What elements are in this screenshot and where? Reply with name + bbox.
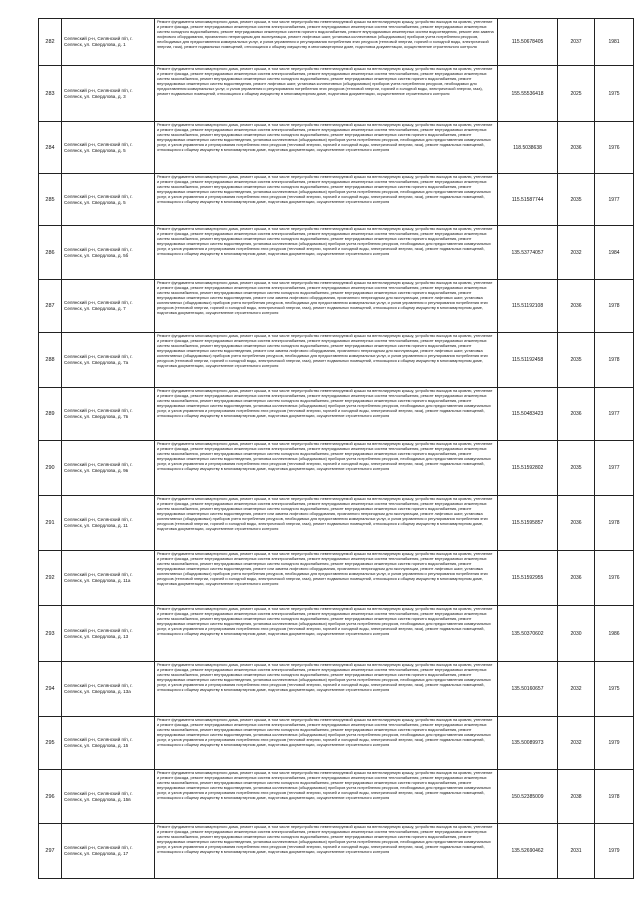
row-year-to: 1976 xyxy=(595,122,634,174)
table-row xyxy=(39,122,634,174)
row-year-to: 1978 xyxy=(595,280,634,333)
row-year-from: 2037 xyxy=(558,19,595,66)
table-row xyxy=(39,770,634,824)
row-year-to: 1975 xyxy=(595,66,634,122)
table-row xyxy=(39,717,634,770)
table-row xyxy=(39,606,634,662)
table-row xyxy=(39,19,634,66)
row-year-to: 1976 xyxy=(595,551,634,606)
capital-repair-table xyxy=(38,18,634,879)
row-year-from: 2038 xyxy=(558,770,595,824)
row-description: Ремонт фундамента многоквартирного дома, ремонт крыши, в том числе переустройство невентилируемой крыши на вентилируемую крышу, устройство выходов на кровлю, утепление и ремонт фасада, ремонт внутридомовых инженерных систем электроснабжения, ремонт внутридомовых инженерных систем теплоснабжения, ремонт внутридомовых инженерных систем газоснабжения, ремонт внутридомовых инженерных систем холодного водоснабжения, ремонт внутридомовых инженерных систем горячего водоснабжения, ремонт внутридомовых инженерных систем водоотведения, установка коллективных (общедомовых) приборов учета потребления ресурсов, необходимых для предоставления коммунальных услуг, и узлов управления и регулирования потребления этих ресурсов (тепловой энергии, горячей и холодной воды, электрической энергии, газа), ремонт подвальных помещений, относящихся к общему имуществу в многоквартирном доме, подготовка документации, осуществление строительного контроля xyxy=(155,174,498,226)
table-row xyxy=(39,551,634,606)
row-description: Ремонт фундамента многоквартирного дома, ремонт крыши, в том числе переустройство невентилируемой крыши на вентилируемую крышу, устройство выходов на кровлю, утепление и ремонт фасада, ремонт внутридомовых инженерных систем электроснабжения, ремонт внутридомовых инженерных систем теплоснабжения, ремонт внутридомовых инженерных систем газоснабжения, ремонт внутридомовых инженерных систем холодного водоснабжения, ремонт внутридомовых инженерных систем горячего водоснабжения, ремонт внутридомовых инженерных систем водоотведения, установка коллективных (общедомовых) приборов учета потребления ресурсов, необходимых для предоставления коммунальных услуг, и узлов управления и регулирования потребления этих ресурсов (тепловой энергии, горячей и холодной воды, электрической энергии, газа), ремонт подвальных помещений, относящихся к общему имуществу в многоквартирном доме, подготовка документации, осуществление строительного контроля xyxy=(155,226,498,280)
row-cost: 115.51592955 xyxy=(498,551,558,606)
row-address: Селянский р-н, Селянский п/п, г. Селянск, ул. Свердлова, д. 13а xyxy=(62,662,155,717)
row-number: 293 xyxy=(39,606,62,662)
row-year-to: 1986 xyxy=(595,606,634,662)
row-description: Ремонт фундамента многоквартирного дома, ремонт крыши, в том числе переустройство невентилируемой крыши на вентилируемую крышу, устройство выходов на кровлю, утепление и ремонт фасада, ремонт внутридомовых инженерных систем электроснабжения, ремонт внутридомовых инженерных систем теплоснабжения, ремонт внутридомовых инженерных систем газоснабжения, ремонт внутридомовых инженерных систем холодного водоснабжения, ремонт внутридомовых инженерных систем горячего водоснабжения, ремонт внутридомовых инженерных систем водоотведения, ремонт или замена лифтового оборудования, признанного непригодным для эксплуатации, ремонт лифтовых шахт, установка коллективных (общедомовых) приборов учета потребления ресурсов, необходимых для предоставления коммунальных услуг, и узлов управления и регулирования потребления этих ресурсов (тепловой энергии, горячей и холодной воды, электрической энергии, газа), ремонт подвальных помещений, относящихся к общему имуществу в многоквартирном доме, подготовка документации, осуществление строительного контроля xyxy=(155,333,498,388)
row-year-to: 1984 xyxy=(595,226,634,280)
row-number: 287 xyxy=(39,280,62,333)
row-address: Селянский р-н, Селянский п/п, г. Селянск, ул. Свердлова, д. 9в xyxy=(62,441,155,496)
table-row xyxy=(39,66,634,122)
row-address: Селянский р-н, Селянский п/п, г. Селянск, ул. Свердлова, д. 15 xyxy=(62,717,155,770)
row-address: Селянский р-н, Селянский п/п, г. Селянск, ул. Свердлова, д. 11а xyxy=(62,551,155,606)
row-cost: 115.50483423 xyxy=(498,388,558,441)
row-description: Ремонт фундамента многоквартирного дома, ремонт крыши, в том числе переустройство невентилируемой крыши на вентилируемую крышу, устройство выходов на кровлю, утепление и ремонт фасада, ремонт внутридомовых инженерных систем электроснабжения, ремонт внутридомовых инженерных систем теплоснабжения, ремонт внутридомовых инженерных систем газоснабжения, ремонт внутридомовых инженерных систем холодного водоснабжения, ремонт внутридомовых инженерных систем горячего водоснабжения, ремонт внутридомовых инженерных систем водоотведения, установка коллективных (общедомовых) приборов учета потребления ресурсов, необходимых для предоставления коммунальных услуг, и узлов управления и регулирования потребления этих ресурсов (тепловой энергии, горячей и холодной воды, электрической энергии, газа), ремонт подвальных помещений, относящихся к общему имуществу в многоквартирном доме, подготовка документации, осуществление строительного контроля xyxy=(155,122,498,174)
row-year-from: 2036 xyxy=(558,122,595,174)
row-year-to: 1979 xyxy=(595,717,634,770)
row-address: Селянский р-н, Селянский п/п, г. Селянск, ул. Свердлова, д. 5 xyxy=(62,122,155,174)
row-year-to: 1977 xyxy=(595,441,634,496)
row-year-from: 2035 xyxy=(558,174,595,226)
row-cost: 135.53774057 xyxy=(498,226,558,280)
row-cost: 155.55536418 xyxy=(498,66,558,122)
row-address: Селянский р-н, Селянский п/п, г. Селянск, ул. Свердлова, д. 11 xyxy=(62,496,155,551)
row-cost: 135.50370602 xyxy=(498,606,558,662)
row-number: 294 xyxy=(39,662,62,717)
row-number: 296 xyxy=(39,770,62,824)
row-cost: 135.50160657 xyxy=(498,662,558,717)
row-year-to: 1978 xyxy=(595,333,634,388)
row-year-from: 2030 xyxy=(558,606,595,662)
row-address: Селянский р-н, Селянский п/п, г. Селянск, ул. Свердлова, д. 7а xyxy=(62,333,155,388)
row-cost: 118.5038638 xyxy=(498,122,558,174)
row-year-to: 1977 xyxy=(595,388,634,441)
row-cost: 150.52385009 xyxy=(498,770,558,824)
row-year-from: 2036 xyxy=(558,388,595,441)
table-row xyxy=(39,226,634,280)
row-description: Ремонт фундамента многоквартирного дома, ремонт крыши, в том числе переустройство невентилируемой крыши на вентилируемую крышу, устройство выходов на кровлю, утепление и ремонт фасада, ремонт внутридомовых инженерных систем электроснабжения, ремонт внутридомовых инженерных систем теплоснабжения, ремонт внутридомовых инженерных систем газоснабжения, ремонт внутридомовых инженерных систем холодного водоснабжения, ремонт внутридомовых инженерных систем горячего водоснабжения, ремонт внутридомовых инженерных систем водоотведения, ремонт лифтовых шахт, установка коллективных (общедомовых) приборов учета потребления ресурсов, необходимых для предоставления коммунальных услуг, и узлов управления и регулирования потребления этих ресурсов (тепловой энергии, горячей и холодной воды, электрической энергии, газа), ремонт подвальных помещений, относящихся к общему имуществу в многоквартирном доме, подготовка документации, осуществление строительного контроля xyxy=(155,66,498,122)
row-description: Ремонт фундамента многоквартирного дома, ремонт крыши, в том числе переустройство невентилируемой крыши на вентилируемую крышу, устройство выходов на кровлю, утепление и ремонт фасада, ремонт внутридомовых инженерных систем электроснабжения, ремонт внутридомовых инженерных систем теплоснабжения, ремонт внутридомовых инженерных систем холодного водоснабжения, ремонт внутридомовых инженерных систем горячего водоснабжения, ремонт внутридомовых инженерных систем водоотведения, ремонт или замена лифтового оборудования, признанного непригодным для эксплуатации, ремонт лифтовых шахт, установка коллективных (общедомовых) приборов учета потребления ресурсов, необходимых для предоставления коммунальных услуг, и узлов управления и регулирования потребления этих ресурсов (тепловой энергии, горячей и холодной воды, электрической энергии, газа), ремонт подвальных помещений, относящихся к общему имуществу в многоквартирном доме, подготовка документации, осуществление строительного контроля xyxy=(155,19,498,66)
row-address: Селянский р-н, Селянский п/п, г. Селянск, ул. Свердлова, д. 5б xyxy=(62,226,155,280)
row-year-to: 1981 xyxy=(595,19,634,66)
row-year-to: 1975 xyxy=(595,662,634,717)
row-description: Ремонт фундамента многоквартирного дома, ремонт крыши, в том числе переустройство невентилируемой крыши на вентилируемую крышу, устройство выходов на кровлю, утепление и ремонт фасада, ремонт внутридомовых инженерных систем электроснабжения, ремонт внутридомовых инженерных систем теплоснабжения, ремонт внутридомовых инженерных систем газоснабжения, ремонт внутридомовых инженерных систем холодного водоснабжения, ремонт внутридомовых инженерных систем горячего водоснабжения, ремонт внутридомовых инженерных систем водоотведения, ремонт или замена лифтового оборудования, признанного непригодным для эксплуатации, ремонт лифтовых шахт, установка коллективных (общедомовых) приборов учета потребления ресурсов, необходимых для предоставления коммунальных услуг, и узлов управления и регулирования потребления этих ресурсов (тепловой энергии, горячей и холодной воды, электрической энергии, газа), ремонт подвальных помещений, относящихся к общему имуществу в многоквартирном доме, подготовка документации, осуществление строительного контроля xyxy=(155,496,498,551)
row-number: 284 xyxy=(39,122,62,174)
row-number: 289 xyxy=(39,388,62,441)
row-description: Ремонт фундамента многоквартирного дома, ремонт крыши, в том числе переустройство невентилируемой крыши на вентилируемую крышу, устройство выходов на кровлю, утепление и ремонт фасада, ремонт внутридомовых инженерных систем электроснабжения, ремонт внутридомовых инженерных систем теплоснабжения, ремонт внутридомовых инженерных систем газоснабжения, ремонт внутридомовых инженерных систем холодного водоснабжения, ремонт внутридомовых инженерных систем горячего водоснабжения, ремонт внутридомовых инженерных систем водоотведения, ремонт или замена лифтового оборудования, признанного непригодным для эксплуатации, ремонт лифтовых шахт, установка коллективных (общедомовых) приборов учета потребления ресурсов, необходимых для предоставления коммунальных услуг, и узлов управления и регулирования потребления этих ресурсов (тепловой энергии, горячей и холодной воды, электрической энергии, газа), ремонт подвальных помещений, относящихся к общему имуществу в многоквартирном доме, подготовка документации, осуществление строительного контроля xyxy=(155,551,498,606)
table-row xyxy=(39,333,634,388)
row-year-to: 1979 xyxy=(595,824,634,879)
row-year-from: 2031 xyxy=(558,824,595,879)
table-row xyxy=(39,496,634,551)
row-cost: 115.51592802 xyxy=(498,441,558,496)
row-cost: 115.51587744 xyxy=(498,174,558,226)
row-number: 283 xyxy=(39,66,62,122)
row-number: 290 xyxy=(39,441,62,496)
row-year-to: 1978 xyxy=(595,770,634,824)
row-cost: 115.51192458 xyxy=(498,333,558,388)
row-cost: 135.50089973 xyxy=(498,717,558,770)
row-cost: 135.52690462 xyxy=(498,824,558,879)
row-number: 297 xyxy=(39,824,62,879)
table-row xyxy=(39,280,634,333)
row-address: Селянский р-н, Селянский п/п, г. Селянск, ул. Свердлова, д. 1 xyxy=(62,19,155,66)
row-year-from: 2035 xyxy=(558,333,595,388)
row-cost: 115.51595857 xyxy=(498,496,558,551)
table-row xyxy=(39,662,634,717)
row-description: Ремонт фундамента многоквартирного дома, ремонт крыши, в том числе переустройство невентилируемой крыши на вентилируемую крышу, устройство выходов на кровлю, утепление и ремонт фасада, ремонт внутридомовых инженерных систем электроснабжения, ремонт внутридомовых инженерных систем теплоснабжения, ремонт внутридомовых инженерных систем газоснабжения, ремонт внутридомовых инженерных систем холодного водоснабжения, ремонт внутридомовых инженерных систем горячего водоснабжения, ремонт внутридомовых инженерных систем водоотведения, установка коллективных (общедомовых) приборов учета потребления ресурсов, необходимых для предоставления коммунальных услуг, и узлов управления и регулирования потребления этих ресурсов (тепловой энергии, горячей и холодной воды, электрической энергии, газа), ремонт подвальных помещений, относящихся к общему имуществу в многоквартирном доме, подготовка документации, осуществление строительного контроля xyxy=(155,662,498,717)
row-description: Ремонт фундамента многоквартирного дома, ремонт крыши, в том числе переустройство невентилируемой крыши на вентилируемую крышу, устройство выходов на кровлю, утепление и ремонт фасада, ремонт внутридомовых инженерных систем электроснабжения, ремонт внутридомовых инженерных систем теплоснабжения, ремонт внутридомовых инженерных систем газоснабжения, ремонт внутридомовых инженерных систем холодного водоснабжения, ремонт внутридомовых инженерных систем горячего водоснабжения, ремонт внутридомовых инженерных систем водоотведения, установка коллективных (общедомовых) приборов учета потребления ресурсов, необходимых для предоставления коммунальных услуг, и узлов управления и регулирования потребления этих ресурсов (тепловой энергии, горячей и холодной воды, электрической энергии, газа), ремонт подвальных помещений, относящихся к общему имуществу в многоквартирном доме, подготовка документации, осуществление строительного контроля xyxy=(155,606,498,662)
row-year-from: 2036 xyxy=(558,551,595,606)
row-description: Ремонт фундамента многоквартирного дома, ремонт крыши, в том числе переустройство невентилируемой крыши на вентилируемую крышу, устройство выходов на кровлю, утепление и ремонт фасада, ремонт внутридомовых инженерных систем электроснабжения, ремонт внутридомовых инженерных систем теплоснабжения, ремонт внутридомовых инженерных систем газоснабжения, ремонт внутридомовых инженерных систем холодного водоснабжения, ремонт внутридомовых инженерных систем горячего водоснабжения, ремонт внутридомовых инженерных систем водоотведения, установка коллективных (общедомовых) приборов учета потребления ресурсов, необходимых для предоставления коммунальных услуг, и узлов управления и регулирования потребления этих ресурсов (тепловой энергии, горячей и холодной воды, электрической энергии, газа), ремонт подвальных помещений, относящихся к общему имуществу в многоквартирном доме, подготовка документации, осуществление строительного контроля xyxy=(155,770,498,824)
row-cost: 115.51192108 xyxy=(498,280,558,333)
table-body xyxy=(39,19,634,879)
row-address: Селянский р-н, Селянский п/п, г. Селянск, ул. Свердлова, д. 5 xyxy=(62,174,155,226)
row-year-from: 2035 xyxy=(558,441,595,496)
row-number: 292 xyxy=(39,551,62,606)
row-address: Селянский р-н, Селянский п/п, г. Селянск, ул. Свердлова, д. 7в xyxy=(62,388,155,441)
row-address: Селянский р-н, Селянский п/п, г. Селянск, ул. Свердлова, д. 7 xyxy=(62,280,155,333)
document-page xyxy=(38,18,620,879)
row-year-from: 2025 xyxy=(558,66,595,122)
row-number: 288 xyxy=(39,333,62,388)
row-year-to: 1977 xyxy=(595,174,634,226)
row-year-from: 2032 xyxy=(558,717,595,770)
row-description: Ремонт фундамента многоквартирного дома, ремонт крыши, в том числе переустройство невентилируемой крыши на вентилируемую крышу, устройство выходов на кровлю, утепление и ремонт фасада, ремонт внутридомовых инженерных систем электроснабжения, ремонт внутридомовых инженерных систем теплоснабжения, ремонт внутридомовых инженерных систем газоснабжения, ремонт внутридомовых инженерных систем холодного водоснабжения, ремонт внутридомовых инженерных систем горячего водоснабжения, ремонт внутридомовых инженерных систем водоотведения, установка коллективных (общедомовых) приборов учета потребления ресурсов, необходимых для предоставления коммунальных услуг, и узлов управления и регулирования потребления этих ресурсов (тепловой энергии, горячей и холодной воды, электрической энергии, газа), ремонт подвальных помещений, относящихся к общему имуществу в многоквартирном доме, подготовка документации, осуществление строительного контроля xyxy=(155,441,498,496)
row-number: 282 xyxy=(39,19,62,66)
table-row xyxy=(39,174,634,226)
row-address: Селянский р-н, Селянский п/п, г. Селянск, ул. Свердлова, д. 13 xyxy=(62,606,155,662)
row-address: Селянский р-н, Селянский п/п, г. Селянск, ул. Свердлова, д. 3 xyxy=(62,66,155,122)
row-year-to: 1978 xyxy=(595,496,634,551)
row-number: 285 xyxy=(39,174,62,226)
row-address: Селянский р-н, Селянский п/п, г. Селянск, ул. Свердлова, д. 15в xyxy=(62,770,155,824)
row-description: Ремонт фундамента многоквартирного дома, ремонт крыши, в том числе переустройство невентилируемой крыши на вентилируемую крышу, устройство выходов на кровлю, утепление и ремонт фасада, ремонт внутридомовых инженерных систем электроснабжения, ремонт внутридомовых инженерных систем теплоснабжения, ремонт внутридомовых инженерных систем газоснабжения, ремонт внутридомовых инженерных систем холодного водоснабжения, ремонт внутридомовых инженерных систем горячего водоснабжения, ремонт внутридомовых инженерных систем водоотведения, установка коллективных (общедомовых) приборов учета потребления ресурсов, необходимых для предоставления коммунальных услуг, и узлов управления и регулирования потребления этих ресурсов (тепловой энергии, горячей и холодной воды, электрической энергии, газа), ремонт подвальных помещений, относящихся к общему имуществу в многоквартирном доме, подготовка документации, осуществление строительного контроля xyxy=(155,824,498,879)
row-year-from: 2036 xyxy=(558,496,595,551)
table-row xyxy=(39,824,634,879)
row-year-from: 2032 xyxy=(558,226,595,280)
table-row xyxy=(39,441,634,496)
row-description: Ремонт фундамента многоквартирного дома, ремонт крыши, в том числе переустройство невентилируемой крыши на вентилируемую крышу, устройство выходов на кровлю, утепление и ремонт фасада, ремонт внутридомовых инженерных систем электроснабжения, ремонт внутридомовых инженерных систем теплоснабжения, ремонт внутридомовых инженерных систем газоснабжения, ремонт внутридомовых инженерных систем холодного водоснабжения, ремонт внутридомовых инженерных систем горячего водоснабжения, ремонт внутридомовых инженерных систем водоотведения, ремонт или замена лифтового оборудования, признанного непригодным для эксплуатации, ремонт лифтовых шахт, установка коллективных (общедомовых) приборов учета потребления ресурсов, необходимых для предоставления коммунальных услуг, и узлов управления и регулирования потребления этих ресурсов (тепловой энергии, горячей и холодной воды, электрической энергии, газа), ремонт подвальных помещений, относящихся к общему имуществу в многоквартирном доме, подготовка документации, осуществление строительного контроля xyxy=(155,280,498,333)
row-year-from: 2032 xyxy=(558,662,595,717)
row-year-from: 2036 xyxy=(558,280,595,333)
row-description: Ремонт фундамента многоквартирного дома, ремонт крыши, в том числе переустройство невентилируемой крыши на вентилируемую крышу, устройство выходов на кровлю, утепление и ремонт фасада, ремонт внутридомовых инженерных систем электроснабжения, ремонт внутридомовых инженерных систем теплоснабжения, ремонт внутридомовых инженерных систем газоснабжения, ремонт внутридомовых инженерных систем холодного водоснабжения, ремонт внутридомовых инженерных систем горячего водоснабжения, ремонт внутридомовых инженерных систем водоотведения, установка коллективных (общедомовых) приборов учета потребления ресурсов, необходимых для предоставления коммунальных услуг, и узлов управления и регулирования потребления этих ресурсов (тепловой энергии, горячей и холодной воды, электрической энергии, газа), ремонт подвальных помещений, относящихся к общему имуществу в многоквартирном доме, подготовка документации, осуществление строительного контроля xyxy=(155,717,498,770)
row-number: 291 xyxy=(39,496,62,551)
row-number: 286 xyxy=(39,226,62,280)
row-description: Ремонт фундамента многоквартирного дома, ремонт крыши, в том числе переустройство невентилируемой крыши на вентилируемую крышу, устройство выходов на кровлю, утепление и ремонт фасада, ремонт внутридомовых инженерных систем электроснабжения, ремонт внутридомовых инженерных систем теплоснабжения, ремонт внутридомовых инженерных систем газоснабжения, ремонт внутридомовых инженерных систем холодного водоснабжения, ремонт внутридомовых инженерных систем горячего водоснабжения, ремонт внутридомовых инженерных систем водоотведения, установка коллективных (общедомовых) приборов учета потребления ресурсов, необходимых для предоставления коммунальных услуг, и узлов управления и регулирования потребления этих ресурсов (тепловой энергии, горячей и холодной воды, электрической энергии, газа), ремонт подвальных помещений, относящихся к общему имуществу в многоквартирном доме, подготовка документации, осуществление строительного контроля xyxy=(155,388,498,441)
row-address: Селянский р-н, Селянский п/п, г. Селянск, ул. Свердлова, д. 17 xyxy=(62,824,155,879)
row-number: 295 xyxy=(39,717,62,770)
table-row xyxy=(39,388,634,441)
row-cost: 115.50678405 xyxy=(498,19,558,66)
